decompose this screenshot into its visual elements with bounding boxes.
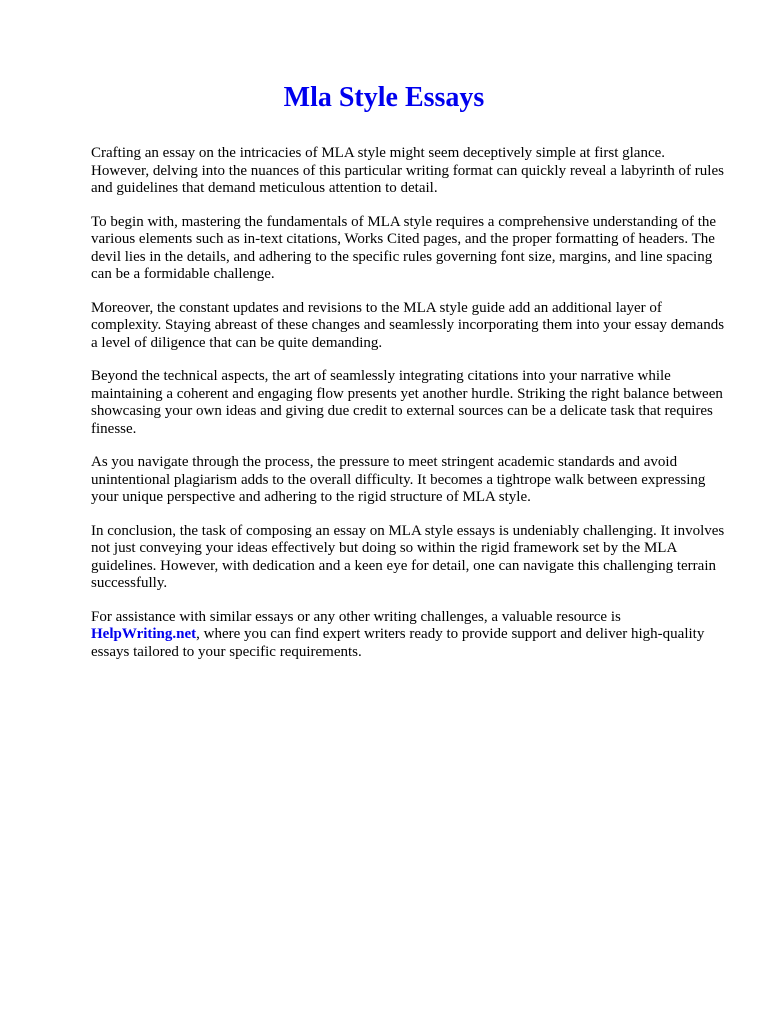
paragraph-1: Crafting an essay on the intricacies of MLA style might seem deceptively simple at first glance. However, delving into the nuances of this particular writing format can quickly reveal a labyrinth of rules and guidelines that demand meticulous attention to detail. <box>91 145 724 196</box>
paragraph-7-text-after-link: , where you can find expert writers ready to provide support and deliver high-quality essays tailored to your specific requirements. <box>91 626 705 660</box>
helpwriting-link[interactable]: HelpWriting.net <box>91 626 197 642</box>
document-body <box>91 145 726 677</box>
paragraph-2: To begin with, mastering the fundamentals of MLA style requires a comprehensive understanding of the various elements such as in-text citations, Works Cited pages, and the proper formatting of headers. The devil lies in the details, and adhering to the specific rules governing font size, margins, and line spacing can be a formidable challenge. <box>91 213 717 282</box>
paragraph-5: As you navigate through the process, the pressure to meet stringent academic standards and avoid unintentional plagiarism adds to the overall difficulty. It becomes a tightrope walk between expressing your unique perspective and adhering to the rigid structure of MLA style. <box>91 454 706 505</box>
paragraph-4: Beyond the technical aspects, the art of seamlessly integrating citations into your narrative while maintaining a coherent and engaging flow presents yet another hurdle. Striking the right balance between showcasing your own ideas and giving due credit to external sources can be a delicate task that requires finesse. <box>91 368 723 437</box>
paragraph-7-text-before-link: For assistance with similar essays or any other writing challenges, a valuable resource is <box>91 608 621 625</box>
paragraph-6: In conclusion, the task of composing an essay on MLA style essays is undeniably challenging. It involves not just conveying your ideas effectively but doing so within the rigid framework set by the MLA guidelines. However, with dedication and a keen eye for detail, one can navigate this challenging terrain successfully. <box>91 522 725 591</box>
paragraph-3: Moreover, the constant updates and revisions to the MLA style guide add an additional layer of complexity. Staying abreast of these changes and seamlessly incorporating them into your essay demands a level of diligence that can be quite demanding. <box>91 299 725 351</box>
paragraph-7 <box>91 609 726 662</box>
document-title: Mla Style Essays <box>283 82 485 113</box>
